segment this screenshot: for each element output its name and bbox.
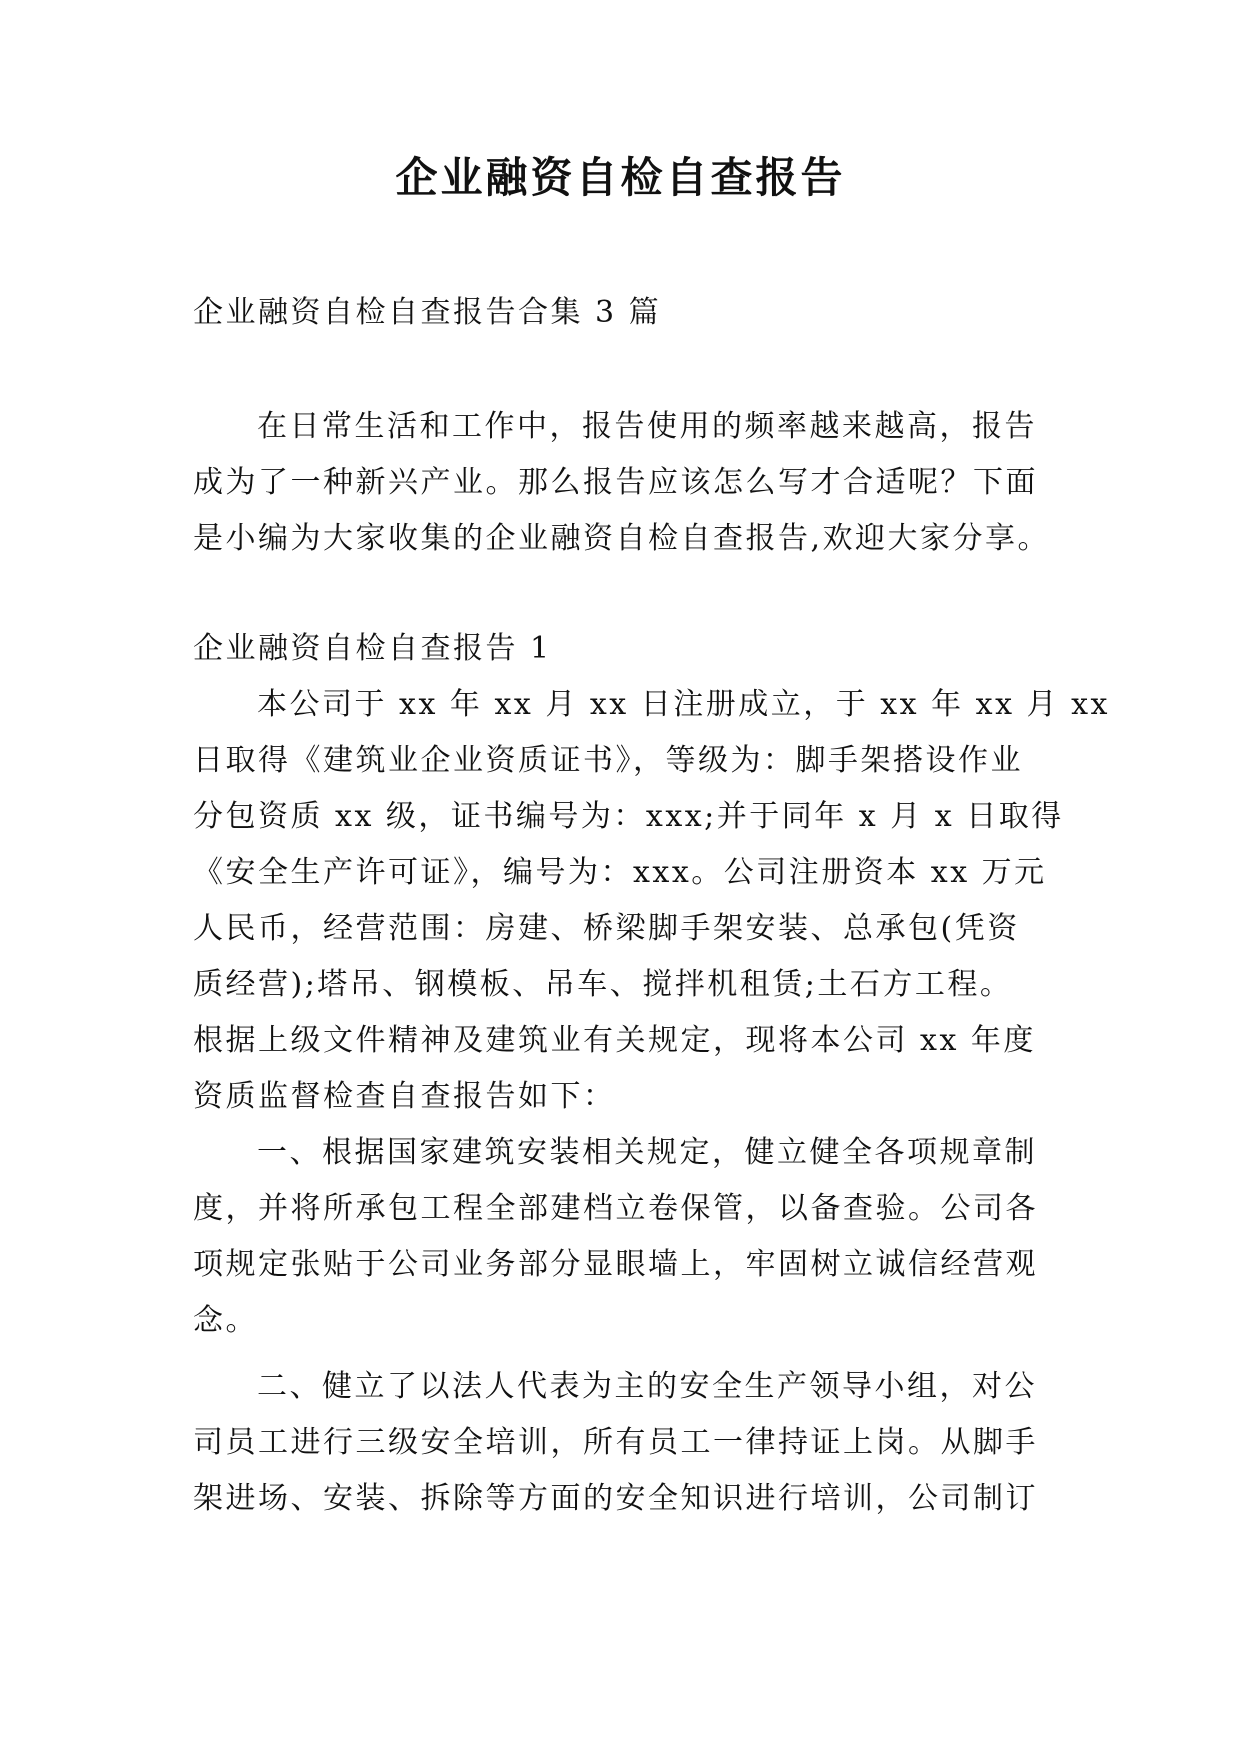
paragraph-line: 司员工进行三级安全培训，所有员工一律持证上岗。从脚手 (193, 1425, 1038, 1460)
intro-line: 在日常生活和工作中，报告使用的频率越来越高，报告 (257, 409, 1037, 444)
paragraph-line: 度，并将所承包工程全部建档立卷保管，以备查验。公司各 (193, 1191, 1038, 1226)
intro-paragraph (193, 399, 1053, 567)
paragraph-line: 分包资质 xx 级，证书编号为：xxx;并于同年 x 月 x 日取得 (193, 799, 1064, 834)
paragraph-line: 日取得《建筑业企业资质证书》，等级为：脚手架搭设作业 (193, 743, 1023, 778)
paragraph-line: 念。 (193, 1303, 258, 1338)
paragraph-line: 根据上级文件精神及建筑业有关规定，现将本公司 xx 年度 (193, 1023, 1036, 1058)
paragraph-line: 一、根据国家建筑安装相关规定，健立健全各项规章制 (257, 1135, 1037, 1170)
paragraph-line: 二、健立了以法人代表为主的安全生产领导小组，对公 (257, 1369, 1037, 1404)
paragraph-item-one (193, 1125, 1053, 1349)
document-body (193, 285, 1110, 1527)
document-title: 企业融资自检自查报告 (395, 153, 846, 202)
paragraph-line: 人民币，经营范围：房建、桥梁脚手架安装、总承包(凭资 (193, 911, 1020, 946)
intro-line: 是小编为大家收集的企业融资自检自查报告,欢迎大家分享。 (193, 521, 1051, 556)
paragraph-line: 项规定张贴于公司业务部分显眼墙上，牢固树立诚信经营观 (193, 1247, 1038, 1282)
paragraph-registration (193, 677, 1110, 1125)
section-heading: 企业融资自检自查报告 1 (193, 631, 552, 666)
paragraph-item-two (193, 1359, 1053, 1527)
intro-line: 成为了一种新兴产业。那么报告应该怎么写才合适呢？下面 (193, 465, 1038, 500)
paragraph-line: 《安全生产许可证》，编号为：xxx。公司注册资本 xx 万元 (193, 855, 1047, 890)
paragraph-line: 资质监督检查自查报告如下： (193, 1079, 616, 1114)
paragraph-line: 架进场、安装、拆除等方面的安全知识进行培训，公司制订 (193, 1481, 1038, 1516)
paragraph-line: 本公司于 xx 年 xx 月 xx 日注册成立，于 xx 年 xx 月 xx (257, 687, 1110, 722)
collection-title: 企业融资自检自查报告合集 3 篇 (193, 295, 662, 330)
paragraph-line: 质经营);塔吊、钢模板、吊车、搅拌机租赁;土石方工程。 (193, 967, 1013, 1002)
